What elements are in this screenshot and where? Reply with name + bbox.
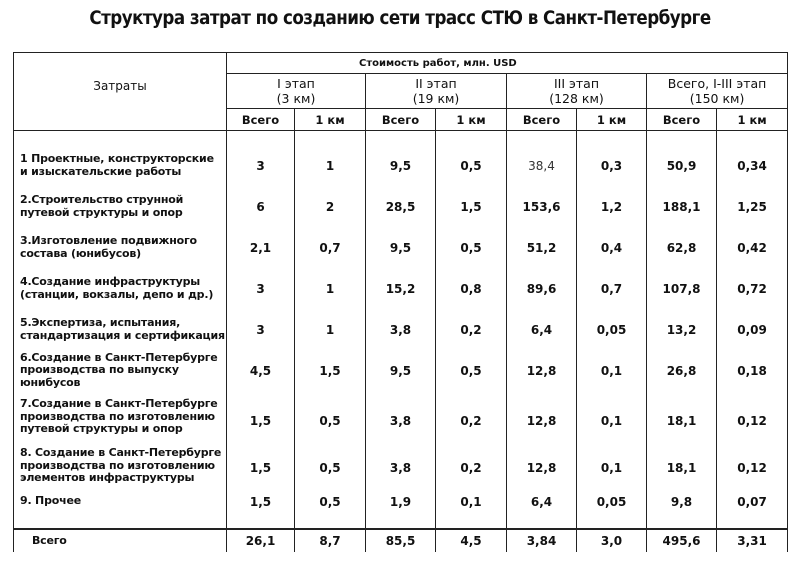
row-label-line: 3.Изготовление подвижного xyxy=(20,234,197,247)
cell-value: 1,5 xyxy=(295,350,366,391)
table-row xyxy=(14,391,788,443)
cell-value: 1,9 xyxy=(366,489,436,514)
cell-value: 0,07 xyxy=(717,489,788,514)
cell-value: 0,5 xyxy=(436,350,507,391)
cell-value: 1,5 xyxy=(436,186,507,227)
subheader-per-km: 1 км xyxy=(436,109,507,131)
subheader-per-km: 1 км xyxy=(717,109,788,131)
cost-structure-table xyxy=(13,52,788,552)
cell-value: 3 xyxy=(227,309,295,350)
cell-value: 0,1 xyxy=(577,391,647,443)
cell-value: 1,5 xyxy=(227,391,295,443)
row-label xyxy=(14,489,227,514)
cell-value: 3,8 xyxy=(366,309,436,350)
stage-length: (150 км) xyxy=(689,91,745,106)
cell-value: 0,05 xyxy=(577,309,647,350)
table-row xyxy=(14,309,788,350)
cell-value: 9,5 xyxy=(366,350,436,391)
column-header-costs: Затраты xyxy=(14,53,227,131)
row-label-line: 1 Проектные, конструкторские xyxy=(20,152,214,165)
cell-value: 0,2 xyxy=(436,391,507,443)
cell-value: 0,4 xyxy=(577,227,647,268)
cell-value: 0,7 xyxy=(577,268,647,309)
cell-value: 0,09 xyxy=(717,309,788,350)
cell-value: 0,34 xyxy=(717,145,788,186)
row-label xyxy=(14,186,227,227)
row-label-line: 5.Экспертиза, испытания, xyxy=(20,316,181,329)
cell-value: 0,42 xyxy=(717,227,788,268)
cell-value: 28,5 xyxy=(366,186,436,227)
table-row xyxy=(14,489,788,514)
cell-value: 12,8 xyxy=(507,443,577,489)
cell-value: 0,1 xyxy=(577,443,647,489)
row-label-line: (станции, вокзалы, депо и др.) xyxy=(20,287,214,301)
stage-length: (128 км) xyxy=(549,91,604,106)
subheader-per-km: 1 км xyxy=(295,109,366,131)
cell-value: 50,9 xyxy=(647,145,717,186)
cell-value: 0,1 xyxy=(577,350,647,391)
stage-name: II этап xyxy=(415,76,457,91)
cell-value: 0,72 xyxy=(717,268,788,309)
cell-value: 62,8 xyxy=(647,227,717,268)
table-row xyxy=(14,145,788,186)
cell-value: 1,25 xyxy=(717,186,788,227)
table-row xyxy=(14,227,788,268)
cell-value: 0,5 xyxy=(295,391,366,443)
row-label-line: и изыскательские работы xyxy=(20,164,182,178)
cell-value: 0,8 xyxy=(436,268,507,309)
cell-value: 15,2 xyxy=(366,268,436,309)
cell-value: 1 xyxy=(295,268,366,309)
row-label xyxy=(14,268,227,309)
cell-value: 1,5 xyxy=(227,489,295,514)
cell-value: 51,2 xyxy=(507,227,577,268)
subheader-total: Всего xyxy=(647,109,717,131)
subheader-total: Всего xyxy=(227,109,295,131)
cell-value: 188,1 xyxy=(647,186,717,227)
cell-value: 1 xyxy=(295,309,366,350)
row-label xyxy=(14,350,227,391)
stage-name: III этап xyxy=(553,76,599,91)
table-row xyxy=(14,443,788,489)
cell-value: 3 xyxy=(227,268,295,309)
row-label xyxy=(14,145,227,186)
total-value: 3,0 xyxy=(577,529,647,552)
page-title: Структура затрат по созданию сети трасс СТЮ в Санкт-Петербурге xyxy=(89,7,711,29)
row-label xyxy=(14,309,227,350)
cell-value: 9,8 xyxy=(647,489,717,514)
row-label xyxy=(14,443,227,489)
row-label-line: 8. Создание в Санкт-Петербурге xyxy=(20,446,222,460)
total-value: 3,31 xyxy=(717,529,788,552)
cell-value: 3,8 xyxy=(366,391,436,443)
cell-value: 0,7 xyxy=(295,227,366,268)
subheader-per-km: 1 км xyxy=(577,109,647,131)
cell-value: 0,12 xyxy=(717,391,788,443)
cell-value: 18,1 xyxy=(647,443,717,489)
cell-value: 0,2 xyxy=(436,309,507,350)
total-value: 3,84 xyxy=(507,529,577,552)
cell-value: 0,5 xyxy=(295,489,366,514)
row-label-line: 6.Создание в Санкт-Петербурге xyxy=(20,350,218,364)
stage-header-total xyxy=(647,74,788,109)
subheader-total: Всего xyxy=(507,109,577,131)
total-value: 4,5 xyxy=(436,529,507,552)
stage-length: (19 км) xyxy=(412,91,460,106)
row-label-line: производства по выпуску юнибусов xyxy=(20,363,179,389)
group-header-cost xyxy=(227,53,788,74)
stage-name: I этап xyxy=(277,76,315,91)
cell-value: 4,5 xyxy=(227,350,295,391)
cell-value: 2,1 xyxy=(227,227,295,268)
table-row xyxy=(14,186,788,227)
cell-value: 0,05 xyxy=(577,489,647,514)
row-label-line: 9. Прочее xyxy=(20,494,81,508)
cell-value: 3,8 xyxy=(366,443,436,489)
group-header-label: Стоимость работ, млн. USD xyxy=(359,57,517,69)
cell-value: 2 xyxy=(295,186,366,227)
total-value: 8,7 xyxy=(295,529,366,552)
total-value: 26,1 xyxy=(227,529,295,552)
cell-value: 6 xyxy=(227,186,295,227)
total-value: 85,5 xyxy=(366,529,436,552)
spacer xyxy=(14,131,227,146)
row-label-line: путевой структуры и опор xyxy=(20,422,183,436)
cell-value: 18,1 xyxy=(647,391,717,443)
cell-value: 12,8 xyxy=(507,391,577,443)
row-label xyxy=(14,227,227,268)
row-label-line: 4.Создание инфраструктуры xyxy=(20,275,201,288)
stage-header-2 xyxy=(366,74,507,109)
row-label-line: элементов инфраструктуры xyxy=(20,471,195,485)
cell-value: 12,8 xyxy=(507,350,577,391)
cell-value: 0,5 xyxy=(295,443,366,489)
cell-value: 0,3 xyxy=(577,145,647,186)
cell-value: 0,2 xyxy=(436,443,507,489)
cell-value: 0,12 xyxy=(717,443,788,489)
cell-value: 1 xyxy=(295,145,366,186)
table-row xyxy=(14,268,788,309)
cell-value: 89,6 xyxy=(507,268,577,309)
cell-value: 1,5 xyxy=(227,443,295,489)
stage-header-3 xyxy=(507,74,647,109)
cell-value: 6,4 xyxy=(507,309,577,350)
cell-value: 0,1 xyxy=(436,489,507,514)
table-row xyxy=(14,350,788,391)
cell-value: 6,4 xyxy=(507,489,577,514)
cell-value: 1,2 xyxy=(577,186,647,227)
cell-value: 0,18 xyxy=(717,350,788,391)
total-row xyxy=(14,529,788,552)
cell-value: 9,5 xyxy=(366,227,436,268)
cell-value: 0,5 xyxy=(436,145,507,186)
cell-value: 153,6 xyxy=(507,186,577,227)
cell-value: 38,4 xyxy=(507,145,577,186)
total-value: 495,6 xyxy=(647,529,717,552)
row-label-line: 7.Создание в Санкт-Петербурге xyxy=(20,397,218,411)
stage-header-1 xyxy=(227,74,366,109)
cell-value: 26,8 xyxy=(647,350,717,391)
stage-length: (3 км) xyxy=(276,91,316,106)
row-label-line: стандартизация и сертификация xyxy=(20,328,225,342)
row-label xyxy=(14,391,227,443)
stage-name: Всего, I-III этап xyxy=(667,76,767,91)
row-label-line: 2.Строительство струнной xyxy=(20,193,184,206)
cell-value: 13,2 xyxy=(647,309,717,350)
total-label: Всего xyxy=(14,529,227,552)
cell-value: 3 xyxy=(227,145,295,186)
subheader-total: Всего xyxy=(366,109,436,131)
cell-value: 9,5 xyxy=(366,145,436,186)
row-label-line: производства по изготовлению xyxy=(20,409,215,423)
row-label-line: путевой структуры и опор xyxy=(20,205,183,219)
cell-value: 0,5 xyxy=(436,227,507,268)
row-label-line: состава (юнибусов) xyxy=(20,246,141,260)
row-label-line: производства по изготовлению xyxy=(20,458,215,472)
cell-value: 107,8 xyxy=(647,268,717,309)
